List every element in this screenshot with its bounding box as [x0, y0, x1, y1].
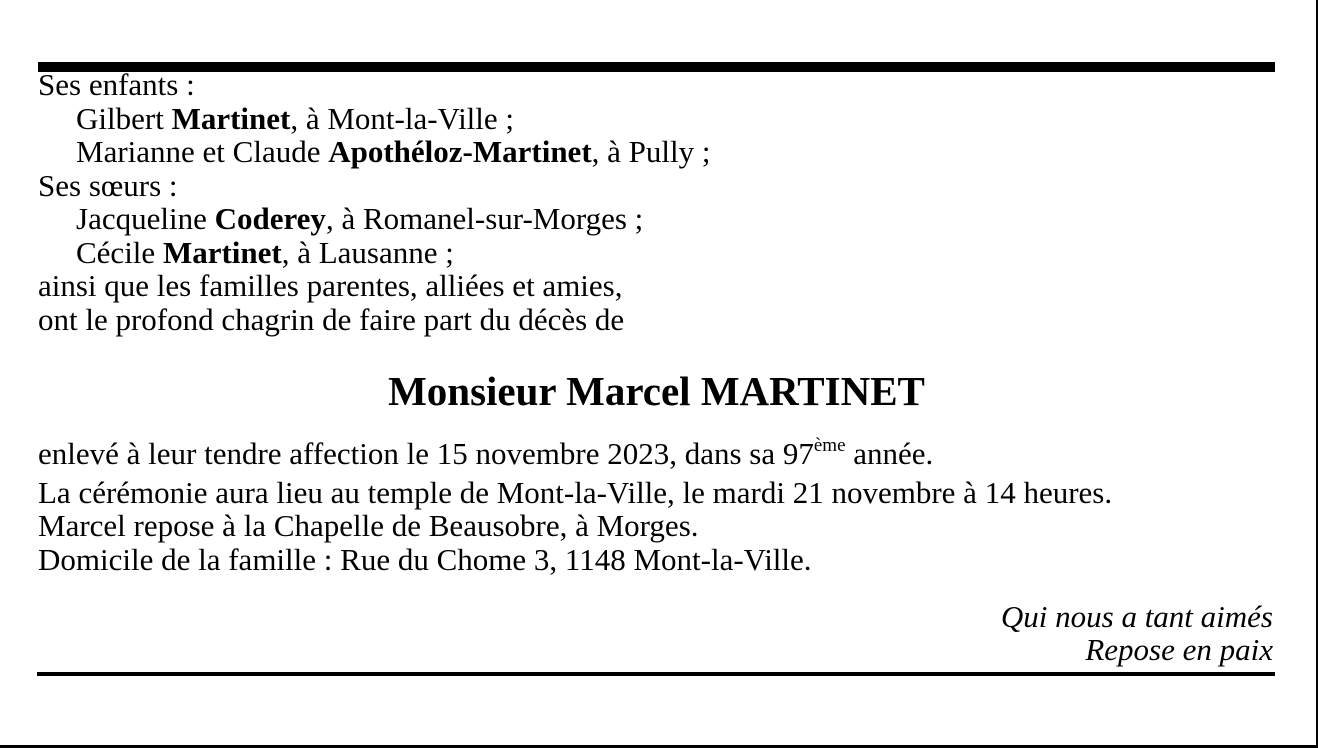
surname-bold: Coderey [214, 201, 326, 236]
family-line-jacqueline [38, 202, 711, 236]
details-line-family-address: Domicile de la famille : Rue du Chome 3, 1148 Mont-la-Ville. [38, 541, 812, 577]
family-line-cecile [38, 236, 711, 270]
ordinal-superscript: ème [813, 435, 846, 456]
line-text: Jacqueline [76, 201, 215, 236]
surname-bold: Apothéloz-Martinet [328, 134, 592, 169]
line-text: , à Mont-la-Ville ; [290, 100, 515, 136]
epitaph-line-2: Repose en paix [1085, 632, 1273, 667]
line-text: , à Pully ; [591, 134, 711, 169]
line-text: ont le profond chagrin de faire part du décès de [38, 301, 625, 337]
family-line-marianne-claude [38, 135, 711, 169]
family-line-gilbert [38, 102, 711, 136]
family-block [38, 68, 711, 336]
line-text: Gilbert [76, 100, 172, 136]
surname-bold: Martinet [162, 234, 282, 270]
line-text: Ses sœurs : [38, 167, 178, 203]
line-text: , à Lausanne ; [281, 234, 454, 270]
line-text: ainsi que les familles parentes, alliées et amies, [38, 268, 623, 303]
line-text: enlevé à leur tendre affection le 15 novembre 2023, dans sa 97 [38, 436, 814, 471]
line-text: Ses enfants : [38, 67, 195, 102]
family-line-sisters-header [38, 169, 711, 203]
family-line-announcement [38, 303, 711, 337]
epitaph-block [1001, 600, 1273, 666]
bottom-rule [37, 672, 1275, 676]
line-text: Cécile [76, 234, 163, 270]
details-line-death-date [38, 437, 1112, 476]
family-line-children-header [38, 68, 711, 102]
deceased-name-title: Monsieur Marcel MARTINET [388, 368, 925, 414]
surname-bold: Martinet [171, 100, 291, 136]
family-line-relatives [38, 269, 711, 303]
details-line-ceremony: La cérémonie aura lieu au temple de Mont-la-Ville, le mardi 21 novembre à 14 heures. [38, 474, 1113, 510]
details-line-repose: Marcel repose à la Chapelle de Beausobre, à Morges. [38, 508, 699, 543]
epitaph-line-1: Qui nous a tant aimés [1000, 599, 1273, 634]
details-block [38, 437, 1112, 576]
line-text: , à Romanel-sur-Morges ; [325, 201, 644, 236]
line-text: année. [845, 436, 934, 471]
line-text: Marianne et Claude [76, 134, 329, 169]
